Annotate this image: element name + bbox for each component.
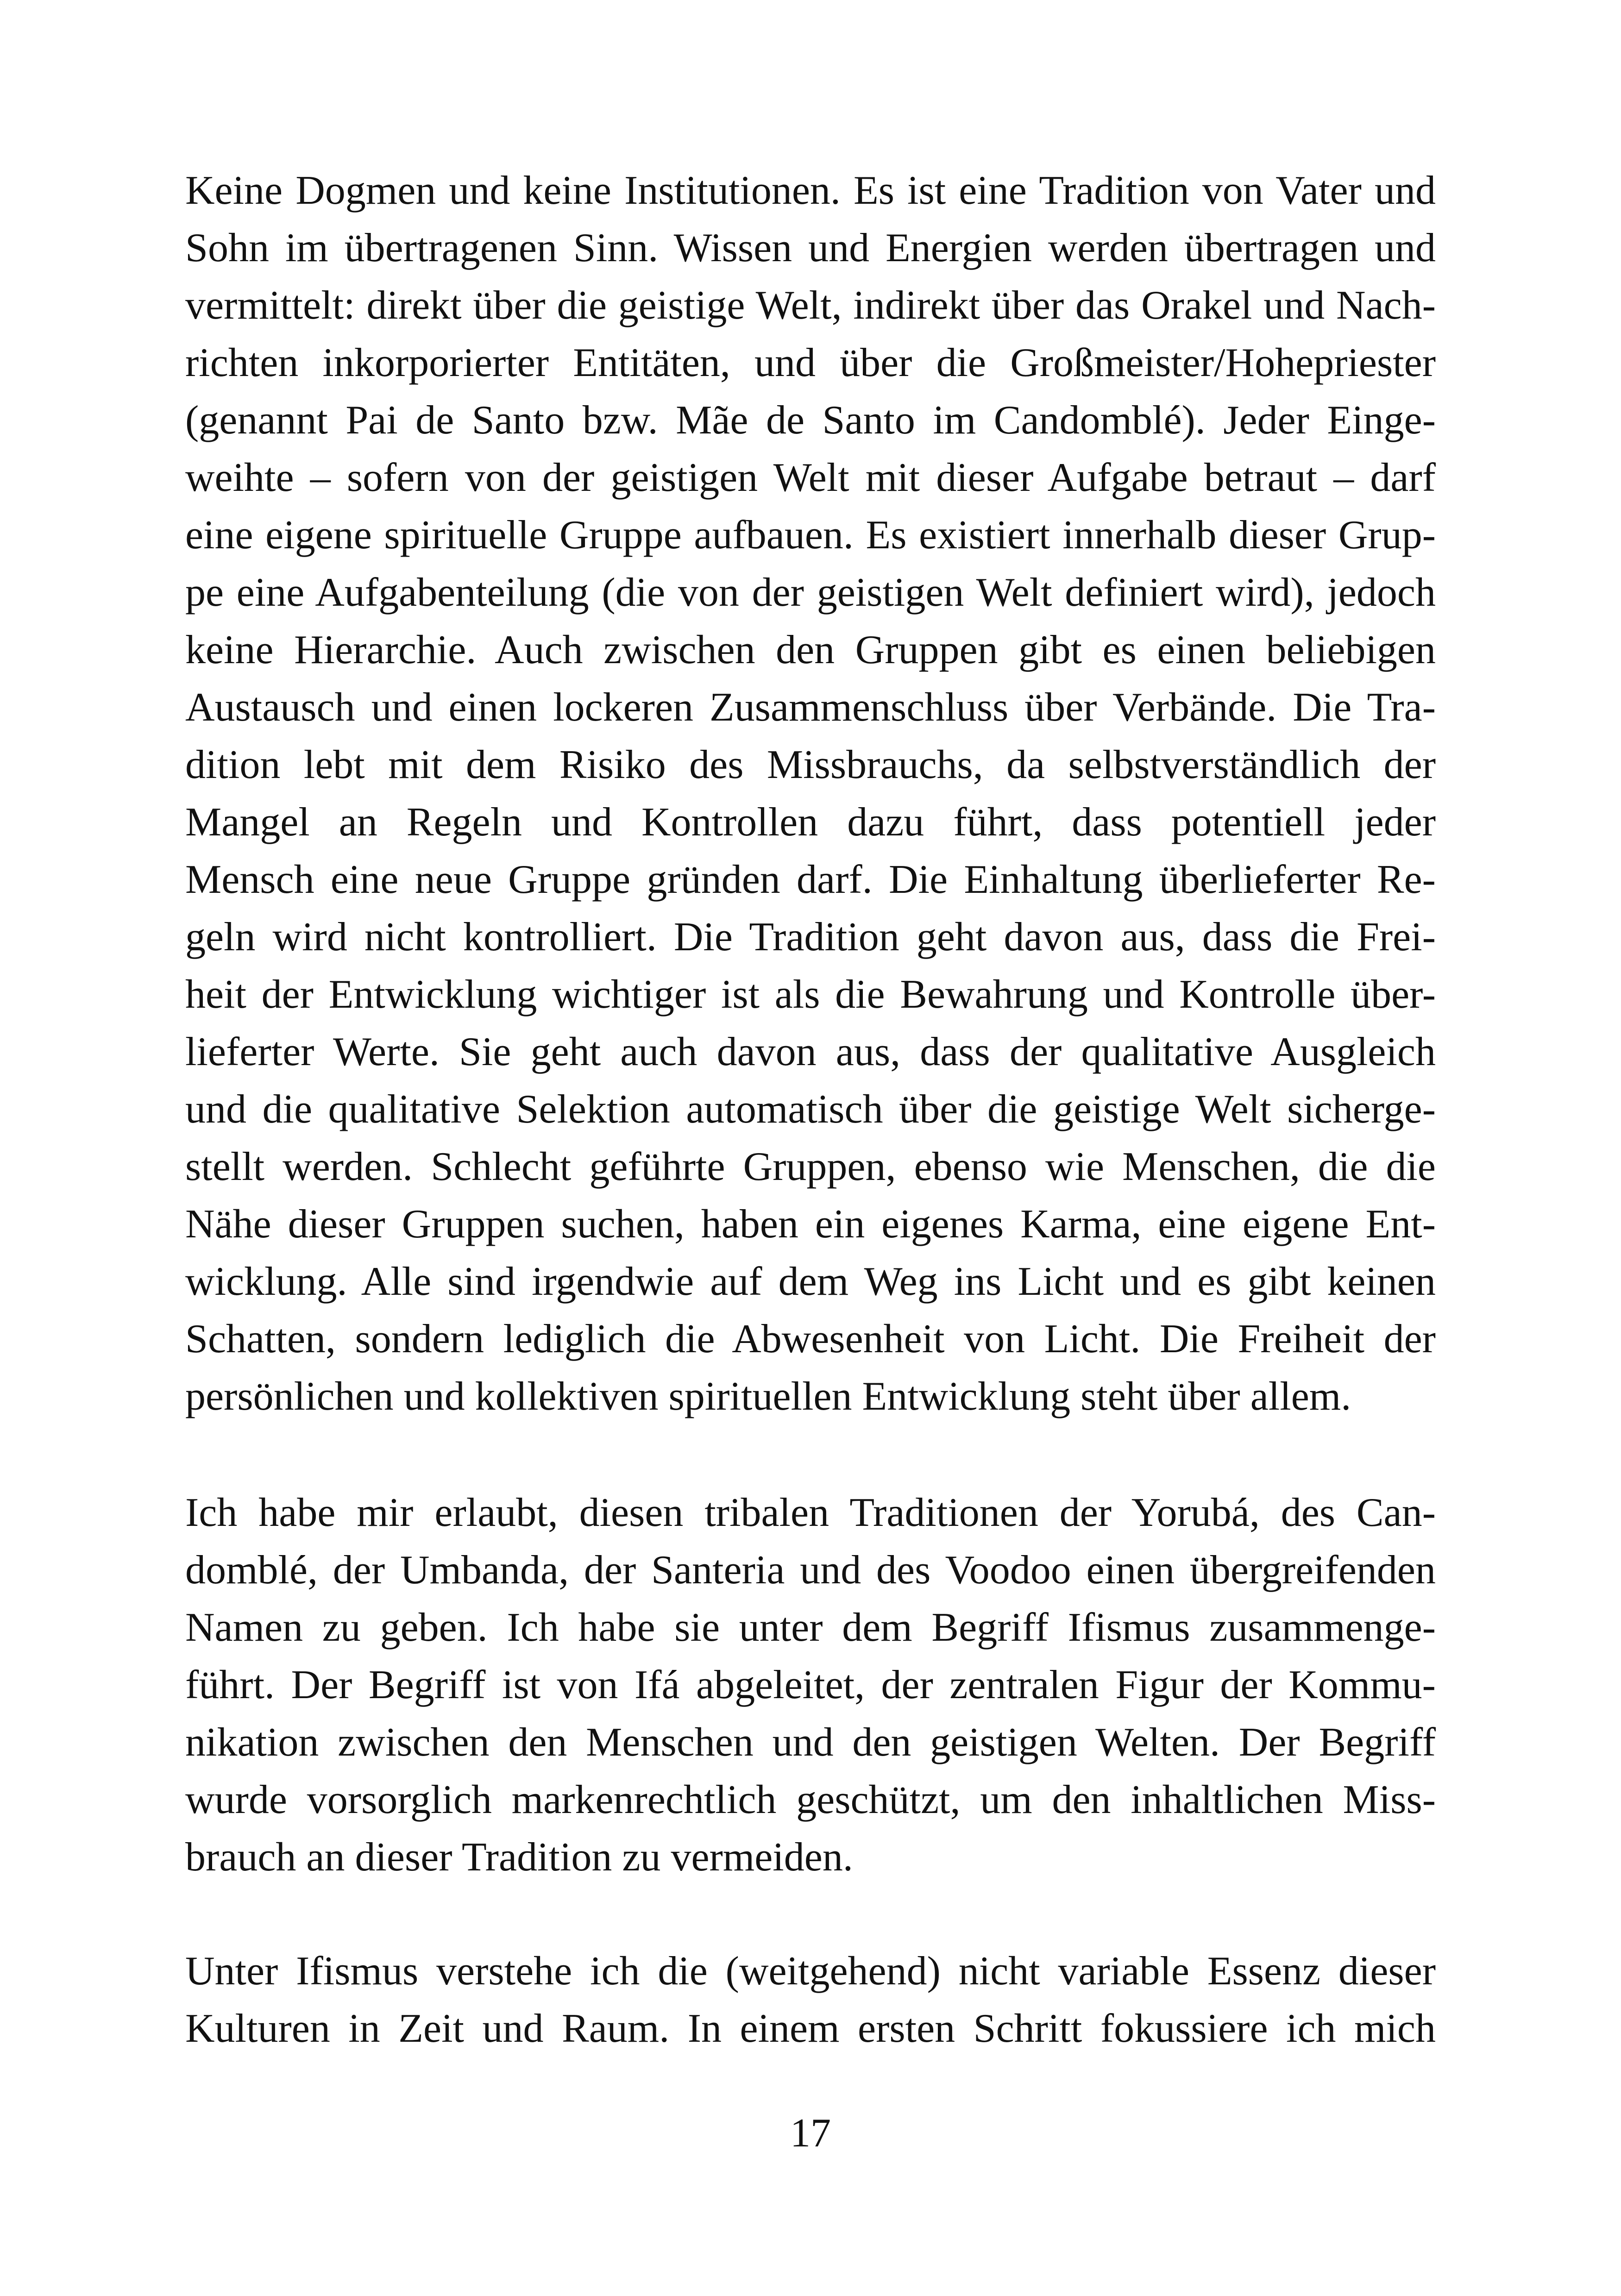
text-line: weihte – sofern von der geistigen Welt mit dieser Aufgabe betraut – darf [185,455,1436,500]
text-line: führt. Der Begriff ist von Ifá abgeleitet, der zentralen Figur der Kommu- [185,1662,1436,1707]
paragraph-3 [185,1943,1436,2058]
text-line: pe eine Aufgabenteilung (die von der geistigen Welt definiert wird), jedoch [185,570,1436,615]
text-line: (genannt Pai de Santo bzw. Mãe de Santo im Candomblé). Jeder Einge- [185,398,1436,443]
text-line: Schatten, sondern lediglich die Abwesenheit von Licht. Die Freiheit der [185,1317,1436,1361]
text-line: Nähe dieser Gruppen suchen, haben ein eigenes Karma, eine eigene Ent- [185,1202,1436,1247]
text-line: wicklung. Alle sind irgendwie auf dem Weg ins Licht und es gibt keinen [185,1259,1436,1304]
text-line: keine Hierarchie. Auch zwischen den Gruppen gibt es einen beliebigen [185,627,1436,672]
text-line: persönlichen und kollektiven spirituellen Entwicklung steht über allem. [185,1374,1351,1419]
text-line: richten inkorporierter Entitäten, und über die Großmeister/Hohepriester [185,340,1436,385]
text-line: Sohn im übertragenen Sinn. Wissen und Energien werden übertragen und [185,226,1436,270]
text-line: Unter Ifismus verstehe ich die (weitgehend) nicht variable Essenz dieser [185,1949,1436,1994]
text-line: Mensch eine neue Gruppe gründen darf. Die Einhaltung überlieferter Re- [185,857,1436,902]
text-line: geln wird nicht kontrolliert. Die Tradition geht davon aus, dass die Frei- [185,915,1436,960]
text-line: eine eigene spirituelle Gruppe aufbauen. Es existiert innerhalb dieser Grup- [185,513,1436,558]
paragraph-2 [185,1484,1436,1886]
text-line: Ich habe mir erlaubt, diesen tribalen Traditionen der Yorubá, des Can- [185,1490,1436,1535]
text-line: lieferter Werte. Sie geht auch davon aus, dass der qualitative Ausgleich [185,1029,1436,1074]
text-line: domblé, der Umbanda, der Santeria und des Voodoo einen übergreifenden [185,1548,1436,1593]
text-line: wurde vorsorglich markenrechtlich geschützt, um den inhaltlichen Miss- [185,1777,1436,1822]
text-line: brauch an dieser Tradition zu vermeiden. [185,1835,853,1880]
text-line: nikation zwischen den Menschen und den geistigen Welten. Der Begriff [185,1720,1436,1765]
page-number: 17 [790,2111,831,2156]
text-line: dition lebt mit dem Risiko des Missbrauchs, da selbstverständlich der [185,742,1436,787]
text-line: heit der Entwicklung wichtiger ist als die Bewahrung und Kontrolle über- [185,972,1436,1017]
text-line: Keine Dogmen und keine Institutionen. Es ist eine Tradition von Vater und [185,168,1436,213]
text-line: und die qualitative Selektion automatisch über die geistige Welt sicherge- [185,1087,1436,1132]
text-line: Mangel an Regeln und Kontrollen dazu führt, dass potentiell jeder [185,800,1436,845]
text-line: vermittelt: direkt über die geistige Welt, indirekt über das Orakel und Nach- [185,283,1436,328]
paragraph-1 [185,162,1436,1425]
text-line: Kulturen in Zeit und Raum. In einem ersten Schritt fokussiere ich mich [185,2006,1436,2051]
text-line: Namen zu geben. Ich habe sie unter dem Begriff Ifismus zusammenge- [185,1605,1436,1650]
text-line: Austausch und einen lockeren Zusammenschluss über Verbände. Die Tra- [185,685,1436,730]
text-line: stellt werden. Schlecht geführte Gruppen, ebenso wie Menschen, die die [185,1144,1436,1189]
